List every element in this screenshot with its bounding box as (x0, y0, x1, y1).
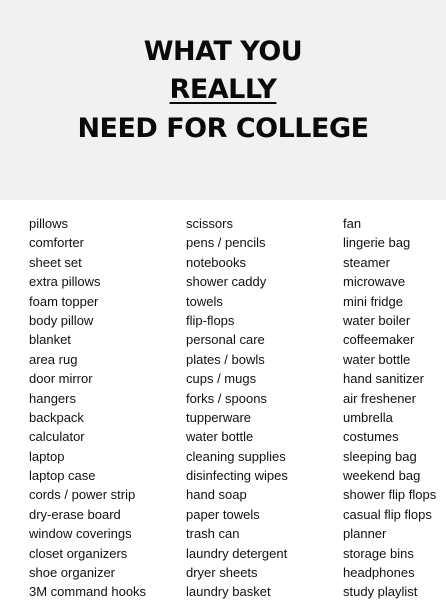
list-item: dry-erase board (29, 506, 121, 522)
list-item: shoe organizer (29, 565, 115, 581)
list-item: laptop (29, 448, 65, 464)
list-item: water boiler (343, 312, 411, 328)
list-item: sleeping bag (343, 448, 417, 464)
list-item: water bottle (186, 429, 254, 445)
list-item: headphones (343, 565, 415, 581)
list-item: disinfecting wipes (186, 468, 288, 484)
list-item: paper towels (186, 506, 260, 522)
list-item: closet organizers (29, 545, 128, 561)
list-item: flip-flops (186, 312, 235, 328)
list-item: shower caddy (186, 274, 267, 290)
list-item: blanket (29, 332, 71, 348)
list-item: storage bins (343, 545, 414, 561)
checklist-column-2 (186, 214, 288, 602)
list-item: plates / bowls (186, 351, 265, 367)
list-item: body pillow (29, 312, 94, 328)
list-item: coffeemaker (343, 332, 415, 348)
list-item: microwave (343, 274, 406, 290)
title-banner (0, 0, 446, 200)
title-line-3: NEED FOR COLLEGE (77, 113, 369, 144)
list-item: trash can (186, 526, 240, 542)
list-item: dryer sheets (186, 565, 258, 581)
checklist-column-1 (29, 214, 146, 602)
list-item: tupperware (186, 409, 252, 425)
list-item: casual flip flops (343, 506, 432, 522)
list-item: costumes (343, 429, 399, 445)
list-item: laundry basket (186, 584, 271, 600)
list-item: area rug (29, 351, 78, 367)
list-item: umbrella (343, 409, 393, 425)
list-item: pens / pencils (186, 235, 266, 251)
title-line-2 (0, 71, 446, 109)
list-item: 3M command hooks (29, 584, 147, 600)
list-item: sheet set (29, 254, 82, 270)
list-item: study playlist (343, 584, 418, 600)
list-item: planner (343, 526, 387, 542)
list-item: mini fridge (343, 293, 403, 309)
list-item: personal care (186, 332, 265, 348)
title-line-1: WHAT YOU (143, 36, 303, 67)
list-item: window coverings (29, 526, 132, 542)
list-item: extra pillows (29, 274, 101, 290)
list-item: cleaning supplies (186, 448, 286, 464)
list-item: notebooks (186, 254, 246, 270)
list-item: fan (343, 216, 362, 231)
title-emphasis-really: REALLY (169, 74, 277, 105)
list-item: hangers (29, 390, 76, 406)
list-item: cups / mugs (186, 371, 257, 387)
list-item: cords / power strip (29, 487, 136, 503)
list-item: comforter (29, 235, 84, 251)
list-item: laptop case (29, 468, 96, 484)
list-item: lingerie bag (343, 235, 411, 251)
list-item: foam topper (29, 293, 99, 309)
list-item: hand sanitizer (343, 371, 424, 387)
list-item: steamer (343, 254, 390, 270)
list-item: pillows (29, 216, 69, 231)
list-item: scissors (186, 216, 233, 231)
list-item: laundry detergent (186, 545, 288, 561)
list-item: towels (186, 293, 223, 309)
list-item: backpack (29, 409, 84, 425)
checklist-column-3 (343, 214, 436, 602)
list-item: forks / spoons (186, 390, 267, 406)
list-item: shower flip flops (343, 487, 437, 503)
list-item: water bottle (343, 351, 411, 367)
list-item: door mirror (29, 371, 93, 387)
list-item: calculator (29, 429, 85, 445)
list-item: air freshener (343, 390, 416, 406)
list-item: hand soap (186, 487, 247, 503)
list-item: weekend bag (343, 468, 421, 484)
